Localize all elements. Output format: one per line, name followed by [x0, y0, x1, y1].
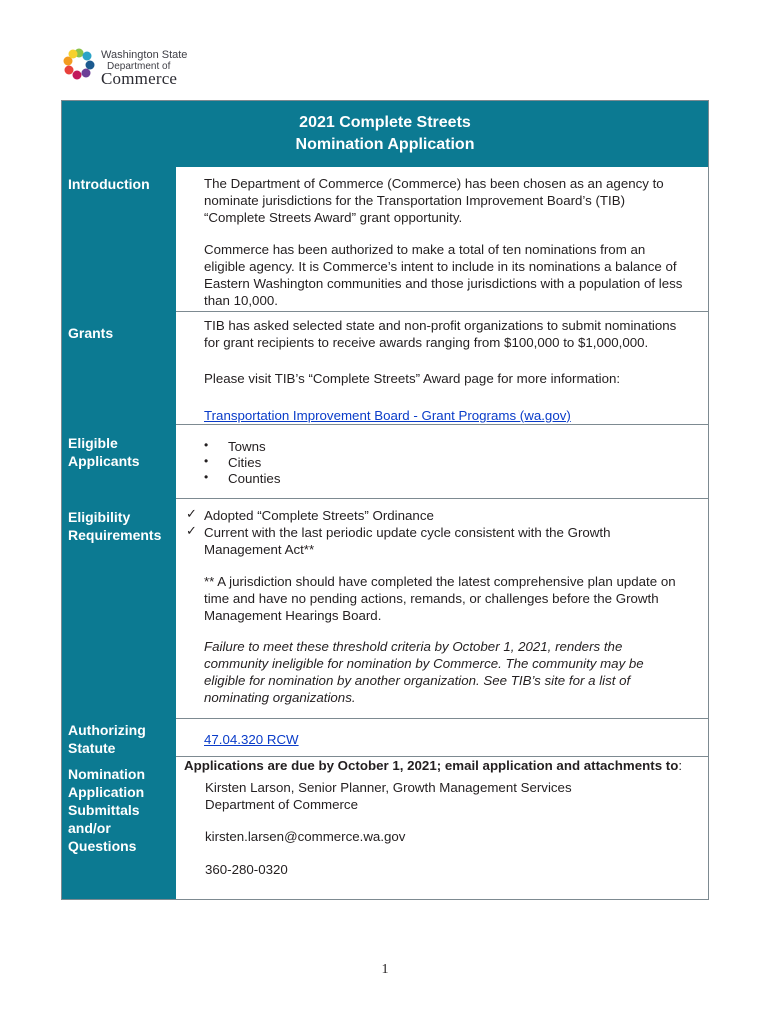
intro-line: Eastern Washington communities and those jurisdictions with a population of less: [204, 276, 683, 291]
commerce-logo: [61, 46, 201, 90]
label-applicants: Applicants: [68, 453, 140, 469]
contact-phone: 360-280-0320: [205, 862, 288, 877]
label-submittals: Application: [68, 784, 145, 800]
rcw-link[interactable]: 47.04.320 RCW: [204, 732, 299, 747]
row-divider: [176, 718, 708, 719]
label-submittals: and/or: [68, 820, 111, 836]
header-title-line1: 2021 Complete Streets: [299, 114, 471, 131]
contact-email[interactable]: kirsten.larsen@commerce.wa.gov: [205, 829, 406, 844]
label-submittals: Nomination: [68, 766, 145, 782]
row-divider: [176, 498, 708, 499]
label-grants: Grants: [68, 325, 114, 341]
requirement-failure-note: eligible for nomination by another organization. See TIB’s site for a list of: [204, 673, 631, 688]
nomination-table: [61, 100, 709, 900]
bullet-icon: •: [204, 454, 209, 468]
grants-line: for grant recipients to receive awards ranging from $100,000 to $1,000,000.: [204, 335, 649, 350]
requirement-failure-note: Failure to meet these threshold criteria by October 1, 2021, renders the: [204, 639, 623, 654]
grants-line: Please visit TIB’s “Complete Streets” Award page for more information:: [204, 371, 621, 386]
row-divider: [176, 424, 708, 425]
bullet-icon: •: [204, 470, 209, 484]
intro-line: nominate jurisdictions for the Transportation Improvement Board’s (TIB): [204, 193, 626, 208]
intro-line: Commerce has been authorized to make a total of ten nominations from an: [204, 242, 646, 257]
label-submittals: Questions: [68, 838, 137, 854]
logo-text-state: Washington State: [101, 49, 188, 61]
requirement-growth-line2: Management Act**: [204, 542, 315, 557]
header-title-line2: Nomination Application: [295, 136, 475, 153]
checkmark-icon: ✓: [186, 506, 197, 521]
label-eligible: Eligible: [68, 435, 118, 451]
label-eligibility: Eligibility: [68, 509, 131, 525]
logo-text-department: Department of: [107, 61, 171, 72]
intro-line: eligible agency. It is Commerce’s intent to include in its nominations a balance of: [204, 259, 677, 274]
contact-department: Department of Commerce: [205, 797, 358, 812]
submittal-deadline-text: Applications are due by October 1, 2021; email application and attachments to: [184, 758, 679, 773]
label-authorizing: Authorizing: [68, 722, 146, 738]
logo-text-commerce: Commerce: [101, 69, 178, 88]
applicant-item: Towns: [228, 439, 266, 454]
requirement-ordinance: Adopted “Complete Streets” Ordinance: [204, 508, 434, 523]
requirement-failure-note: community ineligible for nomination by Commerce. The community may be: [204, 656, 644, 671]
requirement-failure-note: nominating organizations.: [204, 690, 356, 705]
requirement-note: time and have no pending actions, remands, or challenges before the Growth: [204, 591, 659, 606]
tib-grant-programs-link[interactable]: Transportation Improvement Board - Grant Programs (wa.gov): [204, 408, 571, 423]
row-divider: [176, 311, 708, 312]
logo-pinwheel-icon: [61, 46, 97, 82]
submittal-deadline-colon: :: [678, 758, 683, 773]
requirement-note: ** A jurisdiction should have completed the latest comprehensive plan update on: [204, 574, 676, 589]
intro-line: than 10,000.: [204, 293, 278, 308]
requirement-growth-line1: Current with the last periodic update cycle consistent with the Growth: [204, 525, 611, 540]
label-submittals: Submittals: [68, 802, 140, 818]
label-statute: Statute: [68, 740, 116, 756]
label-introduction: Introduction: [68, 176, 150, 192]
applicant-item: Counties: [228, 471, 281, 486]
submittal-deadline: [184, 757, 682, 774]
applicant-item: Cities: [228, 455, 262, 470]
checkmark-icon: ✓: [186, 523, 197, 538]
page-number: 1: [381, 962, 389, 977]
intro-line: The Department of Commerce (Commerce) has been chosen as an agency to: [204, 176, 664, 191]
grants-line: TIB has asked selected state and non-profit organizations to submit nominations: [204, 318, 677, 333]
intro-line: “Complete Streets Award” grant opportunity.: [204, 210, 463, 225]
label-requirements: Requirements: [68, 527, 162, 543]
requirement-note: Management Hearings Board.: [204, 608, 382, 623]
bullet-icon: •: [204, 438, 209, 452]
contact-name: Kirsten Larson, Senior Planner, Growth Management Services: [205, 780, 572, 795]
table-header: [62, 101, 708, 167]
